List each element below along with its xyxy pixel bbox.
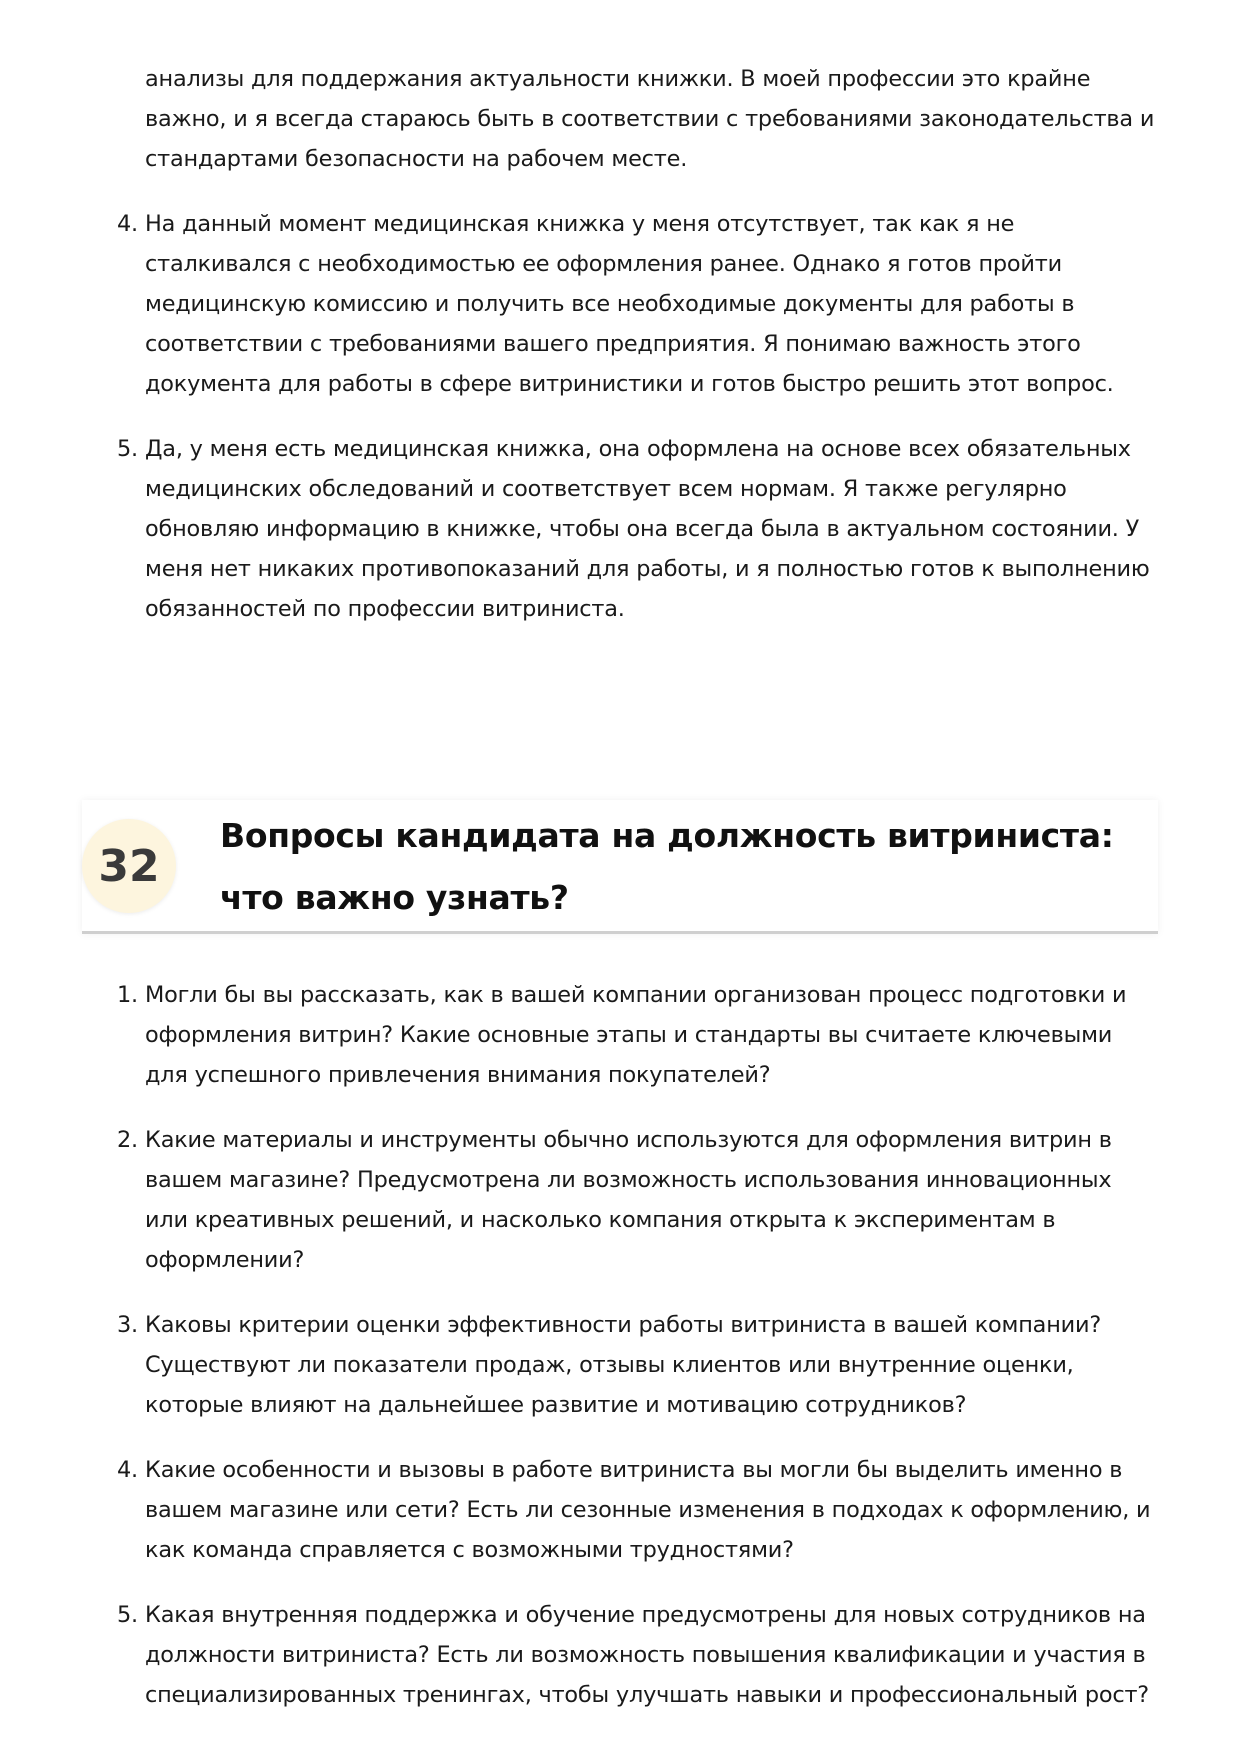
list-item-text: Могли бы вы рассказать, как в вашей компании организован процесс подготовки и оформления витрин? Какие основные этапы и стандарты вы считаете ключевыми для успешного привлечения внимания покупателей? xyxy=(145,982,1127,1088)
list-item-number: 4. xyxy=(117,1457,138,1483)
list-item xyxy=(117,975,1155,1095)
list-item xyxy=(117,1305,1155,1425)
list-item-text: Какие особенности и вызовы в работе витриниста вы могли бы выделить именно в вашем магазине или сети? Есть ли сезонные изменения в подходах к оформлению, и как команда справляется с возможными трудностями? xyxy=(145,1457,1151,1563)
list-item xyxy=(117,429,1155,629)
list-item-number: 4. xyxy=(117,211,138,237)
section-header xyxy=(82,800,1158,934)
section-title: Вопросы кандидата на должность витриниста: что важно узнать? xyxy=(220,816,1114,917)
list-item xyxy=(117,1120,1155,1280)
list-item-text: Да, у меня есть медицинская книжка, она оформлена на основе всех обязательных медицинских обследований и соответствует всем нормам. Я также регулярно обновляю информацию в книжке, чтобы она всегда была в актуальном состоянии. У меня нет никаких противопоказаний для работы, и я полностью готов к выполнению обязанностей по профессии витриниста. xyxy=(145,436,1150,622)
list-item xyxy=(117,204,1155,404)
section-number-badge: 32 xyxy=(82,819,176,913)
list-item-text: На данный момент медицинская книжка у меня отсутствует, так как я не сталкивался с необходимостью ее оформления ранее. Однако я готов пройти медицинскую комиссию и получить все необходимые документы для работы в соответствии с требованиями вашего предприятия. Я понимаю важность этого документа для работы в сфере витринистики и готов быстро решить этот вопрос. xyxy=(145,211,1114,397)
list-item-number: 1. xyxy=(117,982,138,1008)
list-item-text: Какие материалы и инструменты обычно используются для оформления витрин в вашем магазине? Предусмотрена ли возможность использования инновационных или креативных решений, и насколько компания открыта к экспериментам в оформлении? xyxy=(145,1127,1112,1273)
list-item-text: Каковы критерии оценки эффективности работы витриниста в вашей компании? Существуют ли показатели продаж, отзывы клиентов или внутренние оценки, которые влияют на дальнейшее развитие и мотивацию сотрудников? xyxy=(145,1312,1102,1418)
list-item-number: 2. xyxy=(117,1127,138,1153)
list-item-number: 5. xyxy=(117,1602,138,1628)
list-item xyxy=(145,59,1155,179)
list-item-number: 3. xyxy=(117,1312,138,1338)
list-item xyxy=(117,1595,1155,1715)
list-item-text: Какая внутренняя поддержка и обучение предусмотрены для новых сотрудников на должности витриниста? Есть ли возможность повышения квалификации и участия в специализированных тренингах, чтобы улучшать навыки и профессиональный рост? xyxy=(145,1602,1149,1708)
candidate-question-list xyxy=(117,975,1155,1740)
continued-answer-list xyxy=(117,59,1155,654)
list-item-text: анализы для поддержания актуальности книжки. В моей профессии это крайне важно, и я всегда стараюсь быть в соответствии с требованиями законодательства и стандартами безопасности на рабочем месте. xyxy=(145,66,1155,172)
list-item xyxy=(117,1450,1155,1570)
list-item-number: 5. xyxy=(117,436,138,462)
